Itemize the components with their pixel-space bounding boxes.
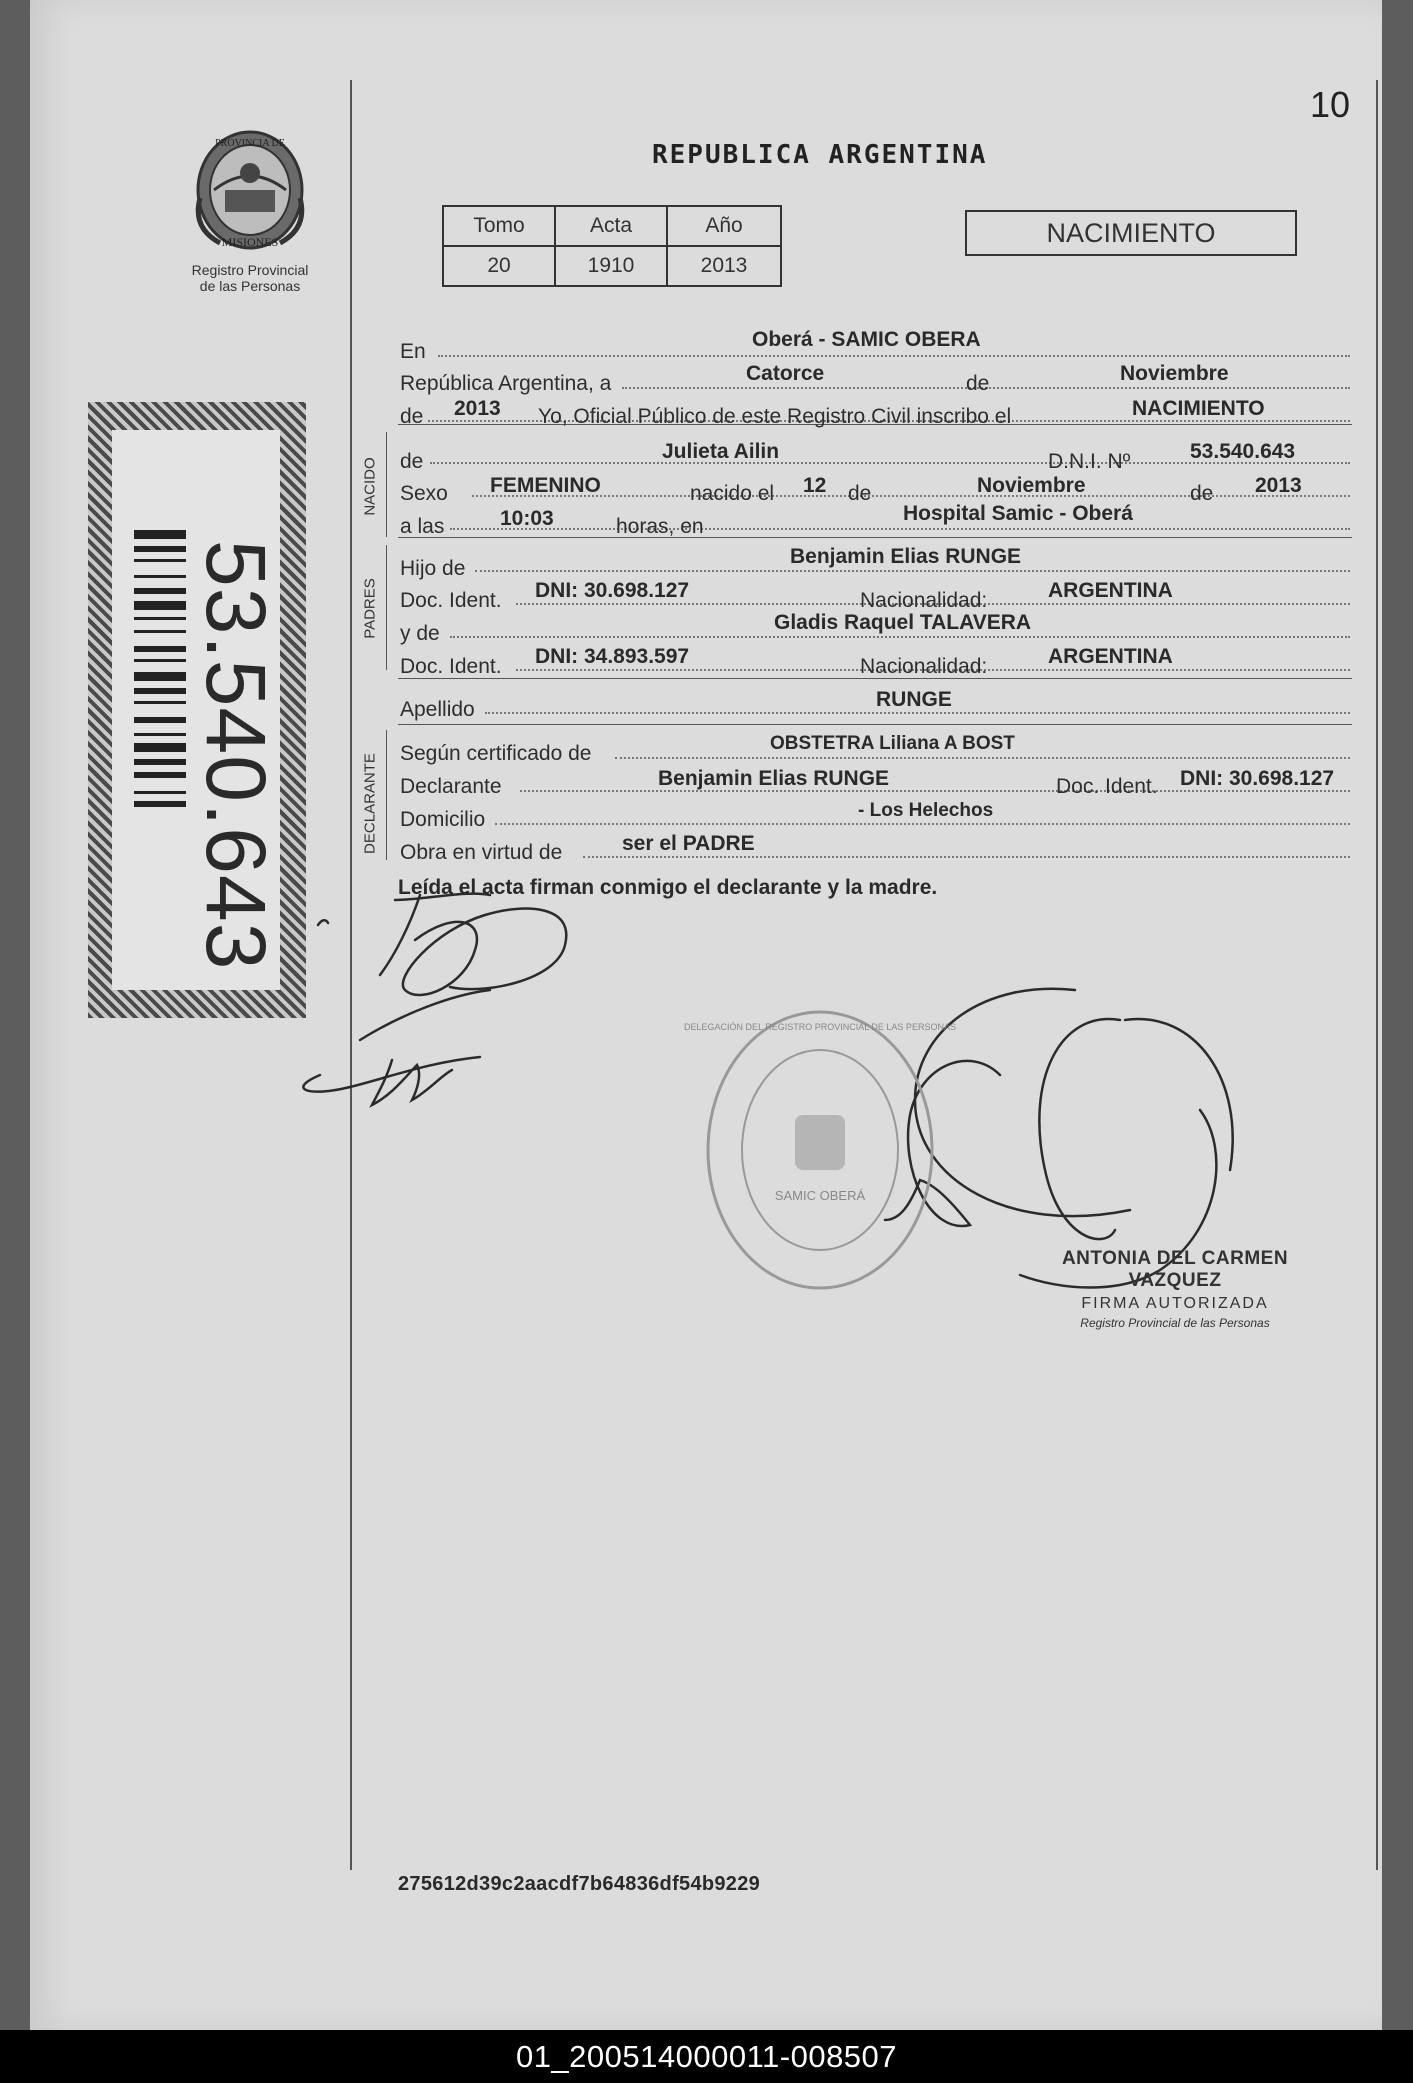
year-value: 2013: [454, 397, 501, 420]
domicilio-value: - Los Helechos: [858, 800, 994, 821]
father-name-value: Benjamin Elias RUNGE: [790, 545, 1022, 568]
birth-place-value: Hospital Samic - Oberá: [903, 502, 1133, 525]
day-words-value: Catorce: [746, 362, 825, 385]
barcode-number: 53.540.643: [189, 540, 283, 971]
inscribo-text: Yo, Oficial Público de este Registro Civil inscribo el: [538, 405, 1012, 428]
stamp-ring-text: DELEGACIÓN DEL REGISTRO PROVINCIAL DE LAS PERSONAS: [684, 1022, 956, 1032]
declarant-doc-label: Doc. Ident.: [1056, 775, 1158, 798]
father-nationality-value: ARGENTINA: [1048, 579, 1173, 602]
y-de-label: y de: [400, 622, 440, 645]
de-label-2: de: [400, 405, 424, 428]
document-hash: 275612d39c2aacdf7b64836df54b9229: [398, 1873, 761, 1895]
mother-doc-value: DNI: 34.893.597: [535, 645, 690, 668]
rule-certificado: [615, 757, 1350, 759]
anio-header: Año: [667, 206, 781, 246]
sex-value: FEMENINO: [490, 474, 601, 497]
right-margin-line: [1376, 80, 1378, 1870]
child-name-value: Julieta Ailin: [662, 440, 780, 463]
birth-year-value: 2013: [1255, 474, 1302, 497]
dni-label: D.N.I. Nº: [1048, 450, 1131, 473]
sexo-label: Sexo: [400, 482, 448, 505]
officer-name: ANTONIA DEL CARMEN VAZQUEZ: [1061, 1248, 1289, 1291]
declarant-value: Benjamin Elias RUNGE: [658, 767, 890, 790]
nacido-de-label-2: de: [848, 482, 872, 505]
barcode-icon: [134, 530, 186, 920]
officer-role: FIRMA AUTORIZADA: [1081, 1295, 1269, 1312]
officer-block: [1015, 1248, 1335, 1330]
section-label-padres: PADRES: [361, 578, 379, 639]
birth-day-value: 12: [803, 474, 827, 497]
nacido-de-label-3: de: [1190, 482, 1214, 505]
acta-value: 1910: [555, 246, 667, 286]
apellido-label: Apellido: [400, 698, 475, 721]
certificado-value: OBSTETRA Liliana A BOST: [770, 733, 1015, 754]
rule-sexo: [472, 495, 1350, 497]
nacido-de-label: de: [400, 450, 424, 473]
place-value: Oberá - SAMIC OBERA: [752, 328, 981, 351]
mother-nationality-value: ARGENTINA: [1048, 645, 1173, 668]
declarant-doc-value: DNI: 30.698.127: [1180, 767, 1335, 790]
country-title: REPUBLICA ARGENTINA: [652, 140, 988, 170]
month-value: Noviembre: [1120, 362, 1229, 385]
tomo-value: 20: [443, 246, 555, 286]
father-nationality-label: Nacionalidad:: [860, 589, 988, 612]
declarante-bracket: [386, 730, 387, 860]
rule-nacido-end: [398, 537, 1352, 538]
section-label-declarante: DECLARANTE: [361, 753, 379, 854]
record-kind-value: NACIMIENTO: [1132, 397, 1265, 420]
declarante-label: Declarante: [400, 775, 502, 798]
nacido-el-label: nacido el: [690, 482, 775, 505]
certificado-label: Según certificado de: [400, 742, 592, 765]
barcode-inner: [112, 430, 283, 990]
seal-top-text: PROVINCIA DE: [215, 138, 285, 149]
mother-doc-label: Doc. Ident.: [400, 655, 502, 678]
officer-org: Registro Provincial de las Personas: [1080, 1316, 1270, 1330]
registry-name: [150, 262, 350, 294]
section-label-nacido: NACIDO: [361, 457, 379, 516]
father-doc-value: DNI: 30.698.127: [535, 579, 690, 602]
rule-obra: [583, 856, 1350, 858]
domicilio-label: Domicilio: [400, 808, 486, 831]
rule-en: [438, 355, 1350, 357]
seal-bottom-text: MISIONES: [221, 235, 279, 249]
de-label-1: de: [966, 372, 990, 395]
mother-nationality-label: Nacionalidad:: [860, 655, 988, 678]
provincia-de-misiones-seal-icon: [190, 128, 310, 253]
record-type-box: NACIMIENTO: [965, 210, 1297, 256]
registry-name-line-2: de las Personas: [199, 278, 301, 294]
rule-apellido-end: [398, 724, 1352, 725]
page-number: 10: [1310, 84, 1351, 125]
republica-label: República Argentina, a: [400, 372, 612, 395]
image-caption: 01_200514000011-008507: [0, 2030, 1413, 2083]
reference-table-value-row: [443, 246, 781, 286]
mother-name-value: Gladis Raquel TALAVERA: [774, 611, 1032, 634]
rule-apellido: [485, 712, 1350, 714]
registry-round-stamp-icon: [684, 1000, 956, 1300]
reference-table: [442, 205, 782, 287]
barcode-panel: [88, 402, 306, 1018]
obra-label: Obra en virtud de: [400, 841, 563, 864]
birth-month-value: Noviembre: [977, 474, 1086, 497]
padres-bracket: [386, 545, 387, 670]
birth-time-value: 10:03: [500, 507, 554, 530]
registry-name-line-1: Registro Provincial: [191, 262, 309, 278]
anio-value: 2013: [667, 246, 781, 286]
en-label: En: [400, 340, 426, 363]
rule-domicilio: [495, 823, 1350, 825]
reference-table-header-row: [443, 206, 781, 246]
acta-header: Acta: [555, 206, 667, 246]
rule-hora: [450, 528, 1350, 530]
horas-en-label: horas, en: [616, 515, 704, 538]
apellido-value: RUNGE: [876, 688, 952, 711]
closing-text: Leída el acta firman conmigo el declarante y la madre.: [398, 876, 938, 899]
a-las-label: a las: [400, 515, 445, 538]
father-doc-label: Doc. Ident.: [400, 589, 502, 612]
rule-hijo-de: [475, 570, 1350, 572]
child-dni-value: 53.540.643: [1190, 440, 1296, 463]
nacido-bracket: [386, 432, 387, 537]
stamp-inner-text: SAMIC OBERÁ: [774, 1188, 866, 1203]
tomo-header: Tomo: [443, 206, 555, 246]
hijo-de-label: Hijo de: [400, 557, 466, 580]
obra-value: ser el PADRE: [622, 832, 755, 855]
rule-y-de: [450, 636, 1350, 638]
